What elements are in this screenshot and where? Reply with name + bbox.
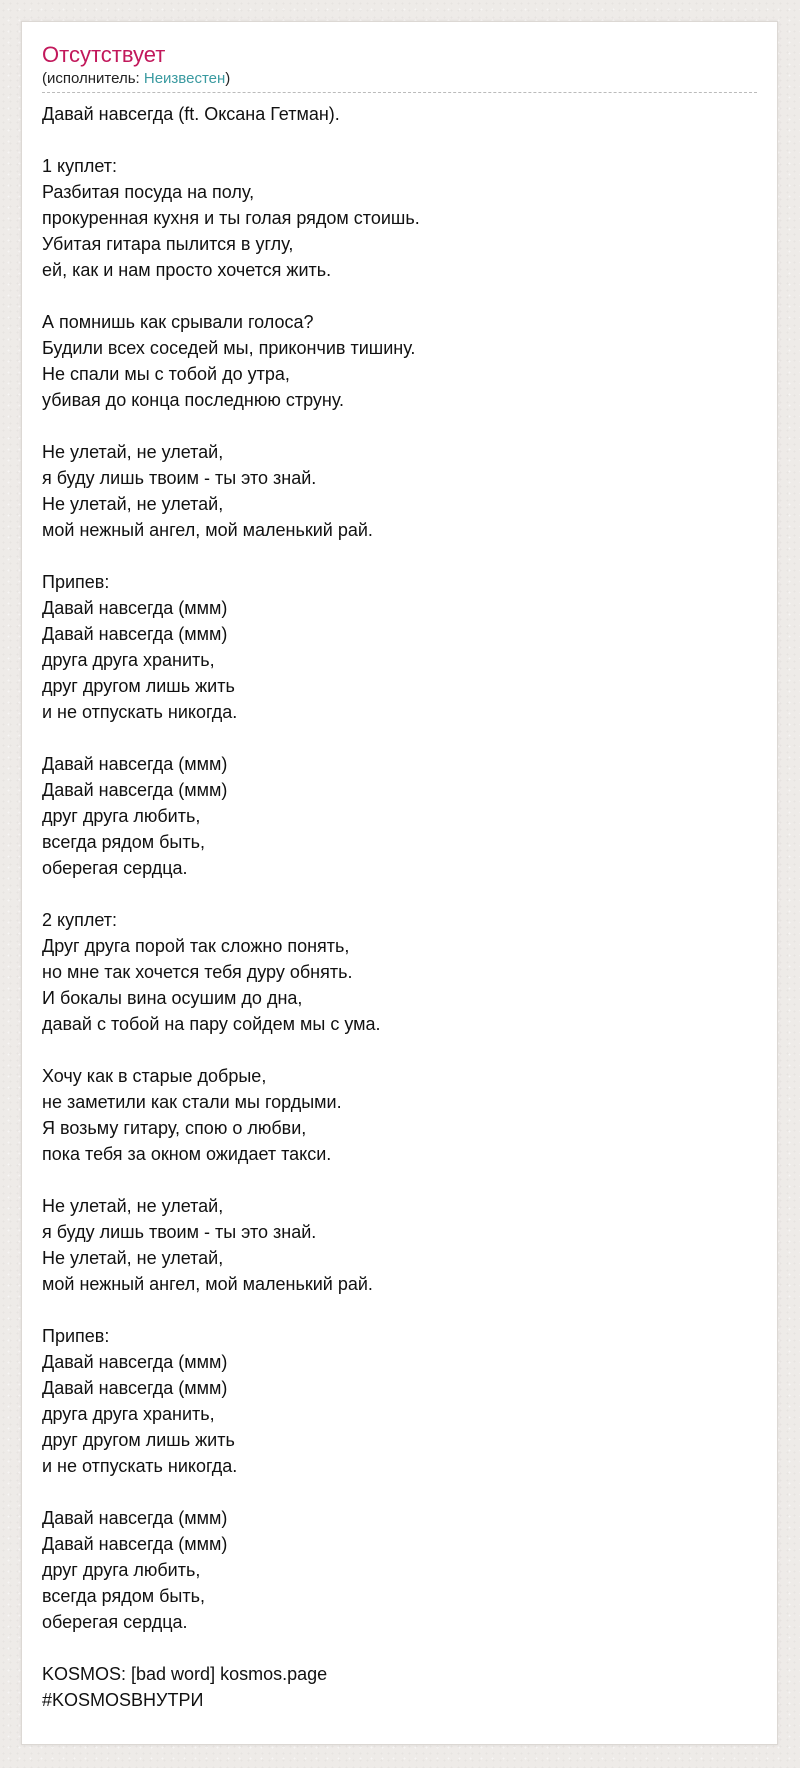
lyrics-line: Припев: — [42, 1326, 110, 1346]
lyrics-line: KOSMOS: [bad word] kosmos.page — [42, 1664, 328, 1684]
lyrics-line: Не улетай, не улетай, — [42, 1248, 224, 1268]
lyrics-line: и не отпускать никогда. — [42, 1456, 238, 1476]
lyrics-line: Давай навсегда (ммм) — [42, 1352, 228, 1372]
lyrics-line: я буду лишь твоим - ты это знай. — [42, 1222, 317, 1242]
lyrics-line: давай с тобой на пару сойдем мы с ума. — [42, 1014, 381, 1034]
lyrics-line: всегда рядом быть, — [42, 832, 205, 852]
lyrics-line: не заметили как стали мы гордыми. — [42, 1092, 342, 1112]
lyrics-blank-line — [42, 1479, 757, 1505]
artist-suffix: ) — [225, 70, 231, 87]
lyrics-line: Давай навсегда (ft. Оксана Гетман). — [42, 104, 340, 124]
lyrics-text — [42, 101, 757, 1713]
lyrics-line: прокуренная кухня и ты голая рядом стоишь. — [42, 208, 420, 228]
lyrics-line: мой нежный ангел, мой маленький рай. — [42, 1274, 373, 1294]
artist-prefix: (исполнитель: — [42, 70, 144, 87]
lyrics-blank-line — [42, 1167, 757, 1193]
lyrics-line: Давай навсегда (ммм) — [42, 1534, 228, 1554]
lyrics-line: друг друга любить, — [42, 1560, 201, 1580]
lyrics-line: ей, как и нам просто хочется жить. — [42, 260, 332, 280]
lyrics-line: Я возьму гитару, спою о любви, — [42, 1118, 307, 1138]
lyrics-line: 2 куплет: — [42, 910, 117, 930]
lyrics-blank-line — [42, 1297, 757, 1323]
lyrics-line: всегда рядом быть, — [42, 1586, 205, 1606]
lyrics-line: оберегая сердца. — [42, 858, 188, 878]
lyrics-line: пока тебя за окном ожидает такси. — [42, 1144, 332, 1164]
lyrics-line: Разбитая посуда на полу, — [42, 182, 255, 202]
lyrics-line: #KOSMOSВНУТРИ — [42, 1690, 204, 1710]
lyrics-line: но мне так хочется тебя дуру обнять. — [42, 962, 353, 982]
lyrics-blank-line — [42, 881, 757, 907]
lyrics-line: и не отпускать никогда. — [42, 702, 238, 722]
lyrics-line: Давай навсегда (ммм) — [42, 1508, 228, 1528]
lyrics-line: 1 куплет: — [42, 156, 117, 176]
lyrics-line: Не улетай, не улетай, — [42, 1196, 224, 1216]
lyrics-blank-line — [42, 543, 757, 569]
lyrics-line: Друг друга порой так сложно понять, — [42, 936, 350, 956]
lyrics-line: Не спали мы с тобой до утра, — [42, 364, 290, 384]
lyrics-line: друг другом лишь жить — [42, 676, 235, 696]
lyrics-card — [21, 21, 778, 1745]
lyrics-line: убивая до конца последнюю струну. — [42, 390, 345, 410]
lyrics-line: Припев: — [42, 572, 110, 592]
lyrics-line: я буду лишь твоим - ты это знай. — [42, 468, 317, 488]
lyrics-line: Давай навсегда (ммм) — [42, 598, 228, 618]
lyrics-line: Убитая гитара пылится в углу, — [42, 234, 294, 254]
lyrics-blank-line — [42, 725, 757, 751]
lyrics-line: оберегая сердца. — [42, 1612, 188, 1632]
song-title: Отсутствует — [42, 42, 166, 67]
lyrics-line: друга друга хранить, — [42, 650, 215, 670]
lyrics-blank-line — [42, 1037, 757, 1063]
lyrics-line: друг другом лишь жить — [42, 1430, 235, 1450]
lyrics-line: Давай навсегда (ммм) — [42, 780, 228, 800]
artist-line — [42, 70, 757, 93]
lyrics-line: друга друга хранить, — [42, 1404, 215, 1424]
artist-link[interactable]: Неизвестен — [143, 70, 226, 87]
lyrics-blank-line — [42, 413, 757, 439]
lyrics-blank-line — [42, 283, 757, 309]
lyrics-blank-line — [42, 1635, 757, 1661]
lyrics-line: Будили всех соседей мы, прикончив тишину. — [42, 338, 416, 358]
lyrics-blank-line — [42, 127, 757, 153]
lyrics-line: А помнишь как срывали голоса? — [42, 312, 314, 332]
lyrics-line: Давай навсегда (ммм) — [42, 754, 228, 774]
lyrics-line: И бокалы вина осушим до дна, — [42, 988, 303, 1008]
lyrics-line: Не улетай, не улетай, — [42, 494, 224, 514]
lyrics-line: Хочу как в старые добрые, — [42, 1066, 267, 1086]
lyrics-line: Давай навсегда (ммм) — [42, 624, 228, 644]
lyrics-line: мой нежный ангел, мой маленький рай. — [42, 520, 373, 540]
lyrics-line: Давай навсегда (ммм) — [42, 1378, 228, 1398]
lyrics-line: Не улетай, не улетай, — [42, 442, 224, 462]
lyrics-line: друг друга любить, — [42, 806, 201, 826]
